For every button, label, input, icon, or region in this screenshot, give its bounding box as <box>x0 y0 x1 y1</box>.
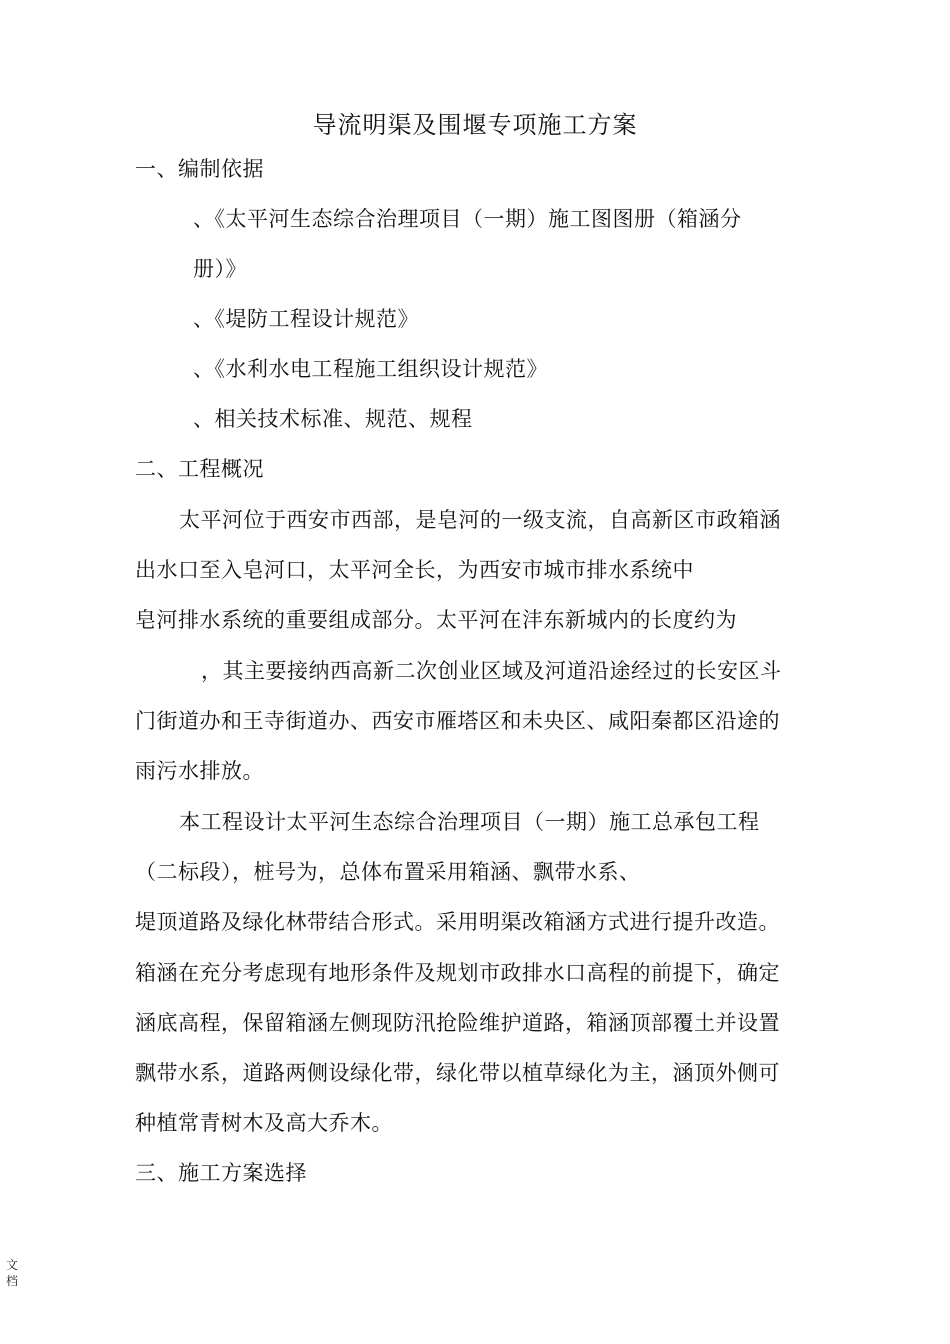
overview-paragraph-1-line-2: 出水口至入皂河口，太平河全长，为西安市城市排水系统中 <box>135 558 694 582</box>
overview-paragraph-2-line-4: 箱涵在充分考虑现有地形条件及规划市政排水口高程的前提下，确定 <box>135 961 780 985</box>
overview-paragraph-2-line-7: 种植常青树木及高大乔木。 <box>135 1111 393 1135</box>
basis-item-1-line-2: 册）》 <box>193 257 247 281</box>
overview-paragraph-2-line-6: 飘带水系，道路两侧设绿化带，绿化带以植草绿化为主，涵顶外侧可 <box>135 1061 780 1085</box>
overview-paragraph-1-line-3: 皂河排水系统的重要组成部分。太平河在沣东新城内的长度约为 <box>135 608 737 632</box>
basis-item-2: 、《堤防工程设计规范》 <box>193 307 419 331</box>
basis-item-4: 、相关技术标准、规范、规程 <box>193 407 473 431</box>
basis-item-3: 、《水利水电工程施工组织设计规范》 <box>193 357 548 381</box>
section-2-heading: 二、工程概况 <box>135 457 264 481</box>
overview-paragraph-1-line-5: 门街道办和王寺街道办、西安市雁塔区和未央区、咸阳秦都区沿途的 <box>135 709 780 733</box>
overview-paragraph-1-line-6: 雨污水排放。 <box>135 759 264 783</box>
side-mark-1: 文 <box>6 1258 19 1272</box>
overview-paragraph-2-line-1: 本工程设计太平河生态综合治理项目（一期）施工总承包工程 <box>179 810 760 834</box>
overview-paragraph-2-line-5: 涵底高程，保留箱涵左侧现防汛抢险维护道路，箱涵顶部覆土并设置 <box>135 1011 780 1035</box>
overview-paragraph-2-line-3: 堤顶道路及绿化林带结合形式。采用明渠改箱涵方式进行提升改造。 <box>135 910 780 934</box>
overview-paragraph-1-line-4: ，其主要接纳西高新二次创业区域及河道沿途经过的长安区斗 <box>201 659 782 683</box>
section-1-heading: 一、编制依据 <box>135 157 264 181</box>
section-3-heading: 三、施工方案选择 <box>135 1161 307 1185</box>
overview-paragraph-2-line-2: （二标段），桩号为，总体布置采用箱涵、飘带水系、 <box>135 860 641 884</box>
overview-paragraph-1-line-1: 太平河位于西安市西部，是皂河的一级支流，自高新区市政箱涵 <box>179 508 781 532</box>
document-title: 导流明渠及围堰专项施工方案 <box>312 111 638 139</box>
side-mark-2: 档 <box>6 1274 19 1288</box>
basis-item-1-line-1: 、《太平河生态综合治理项目（一期）施工图图册（箱涵分 <box>193 207 742 231</box>
